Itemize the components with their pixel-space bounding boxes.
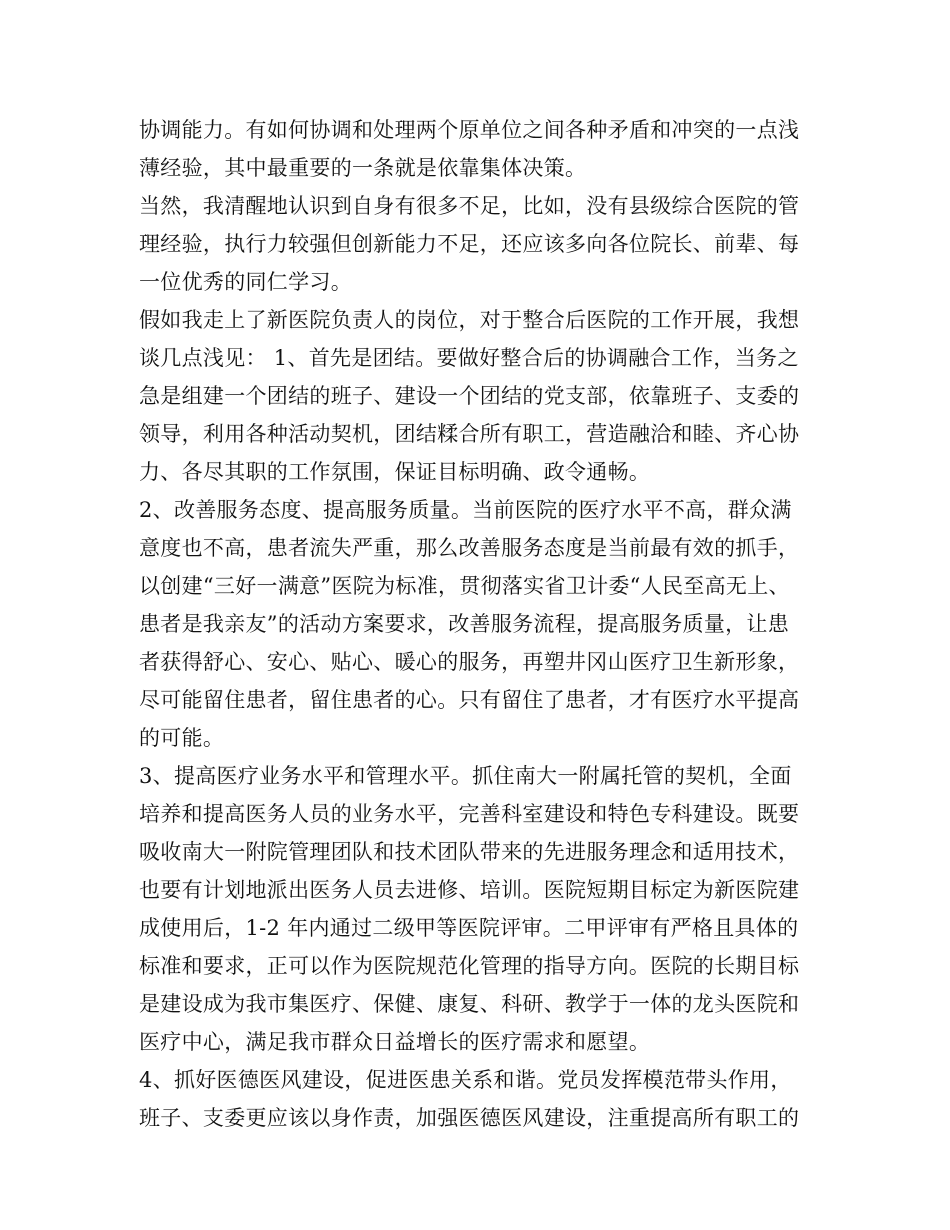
text-line: 是建设成为我市集医疗、保健、康复、科研、教学于一体的龙头医院和 <box>139 992 800 1016</box>
text-line: 领导，利用各种活动契机，团结糅合所有职工，营造融洽和睦、齐心协 <box>139 422 800 446</box>
text-line: 当然，我清醒地认识到自身有很多不足，比如，没有县级综合医院的管 <box>139 194 800 218</box>
text-line: 标准和要求，正可以作为医院规范化管理的指导方向。医院的长期目标 <box>139 954 800 978</box>
text-line: 急是组建一个团结的班子、建设一个团结的党支部，依靠班子、支委的 <box>139 384 800 408</box>
text-line: 的可能。 <box>139 726 225 750</box>
text-line: 尽可能留住患者，留住患者的心。只有留住了患者，才有医疗水平提高 <box>139 688 800 712</box>
text-line: 医疗中心，满足我市群众日益增长的医疗需求和愿望。 <box>139 1030 651 1054</box>
text-line: 4、抓好医德医风建设，促进医患关系和谐。党员发挥模范带头作用， <box>139 1068 792 1092</box>
text-line: 意度也不高，患者流失严重，那么改善服务态度是当前最有效的抓手， <box>139 536 800 560</box>
text-line: 力、各尽其职的工作氛围，保证目标明确、政令通畅。 <box>139 460 651 484</box>
text-line: 者获得舒心、安心、贴心、暖心的服务，再塑井冈山医疗卫生新形象， <box>139 650 800 674</box>
text-line: 理经验，执行力较强但创新能力不足，还应该多向各位院长、前辈、每 <box>139 232 800 256</box>
text-line: 以创建“三好一满意”医院为标准，贯彻落实省卫计委“人民至高无上、 <box>139 574 790 598</box>
text-line: 患者是我亲友”的活动方案要求，改善服务流程，提高服务质量，让患 <box>139 612 790 636</box>
text-line: 一位优秀的同仁学习。 <box>139 270 352 294</box>
text-line: 成使用后，1-2 年内通过二级甲等医院评审。二甲评审有严格且具体的 <box>139 916 799 940</box>
text-line: 也要有计划地派出医务人员去进修、培训。医院短期目标定为新医院建 <box>139 878 800 902</box>
text-line: 谈几点浅见： 1、首先是团结。要做好整合后的协调融合工作，当务之 <box>139 346 799 370</box>
document-body <box>139 111 829 1137</box>
text-line: 培养和提高医务人员的业务水平，完善科室建设和特色专科建设。既要 <box>139 802 800 826</box>
text-line: 班子、支委更应该以身作责，加强医德医风建设，注重提高所有职工的 <box>139 1106 800 1130</box>
text-line: 协调能力。有如何协调和处理两个原单位之间各种矛盾和冲突的一点浅 <box>139 118 800 142</box>
text-line: 2、改善服务态度、提高服务质量。当前医院的医疗水平不高，群众满 <box>139 498 792 522</box>
text-line: 3、提高医疗业务水平和管理水平。抓住南大一附属托管的契机，全面 <box>139 764 792 788</box>
text-line: 薄经验，其中最重要的一条就是依靠集体决策。 <box>139 156 587 180</box>
text-line: 吸收南大一附院管理团队和技术团队带来的先进服务理念和适用技术， <box>139 840 800 864</box>
text-line: 假如我走上了新医院负责人的岗位，对于整合后医院的工作开展，我想 <box>139 308 800 332</box>
